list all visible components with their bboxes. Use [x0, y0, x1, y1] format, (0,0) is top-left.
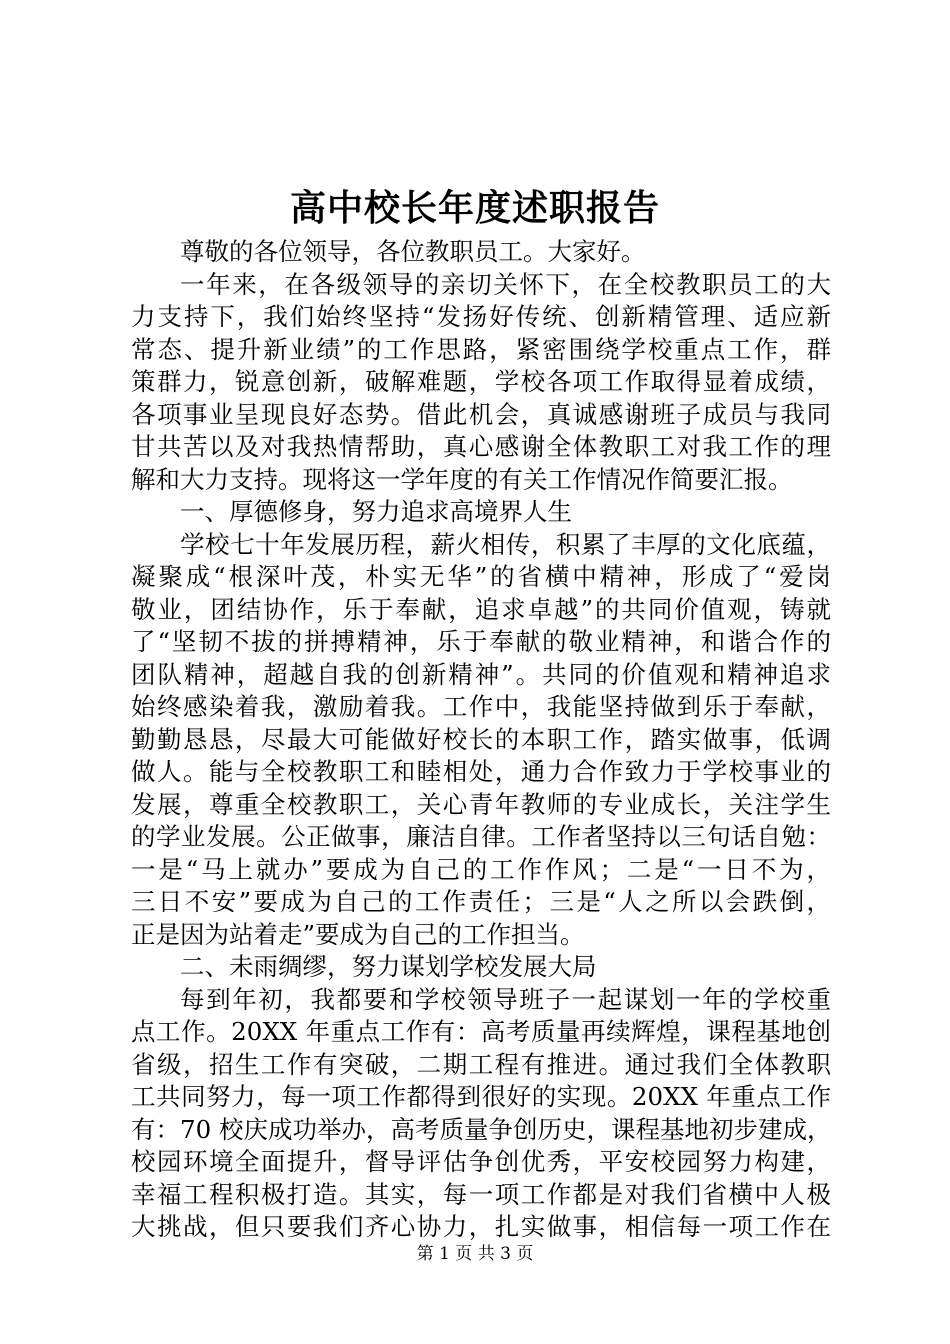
text-line: 力支持下，我们始终坚持“发扬好传统、创新精管理、适应新 — [131, 302, 831, 331]
text-line: 一、厚德修身，努力追求高境界人生 — [180, 497, 572, 526]
text-line: 正是因为站着走”要成为自己的工作担当。 — [131, 919, 585, 949]
text-line: 团队精神，超越自我的创新精神”。共同的价值观和精神追求 — [131, 659, 831, 689]
text-line: 发展，尊重全校教职工，关心青年教师的专业成长，关注学生 — [131, 789, 831, 819]
text-line: 敬业，团结协作，乐于奉献，追求卓越”的共同价值观，铸就 — [131, 594, 831, 624]
text-line: 工共同努力，每一项工作都得到很好的实现。20XX 年重点工作 — [131, 1082, 831, 1111]
text-line: 校园环境全面提升，督导评估争创优秀，平安校园努力构建， — [131, 1147, 831, 1176]
document-title: 高中校长年度述职报告 — [289, 187, 660, 229]
text-line: 一年来，在各级领导的亲切关怀下，在全校教职员工的大 — [180, 269, 831, 299]
text-line: 各项事业呈现良好态势。借此机会，真诚感谢班子成员与我同 — [131, 399, 831, 429]
text-line: 做人。能与全校教职工和睦相处，通力合作致力于学校事业的 — [131, 757, 831, 786]
text-line: 省级，招生工作有突破，二期工程有推进。通过我们全体教职 — [131, 1049, 831, 1079]
text-line: 有：70 校庆成功举办，高考质量争创历史，课程基地初步建成， — [131, 1114, 831, 1144]
text-line: 尊敬的各位领导，各位教职员工。大家好。 — [180, 237, 646, 266]
text-line: 的学业发展。公正做事，廉洁自律。工作者坚持以三句话自勉： — [131, 822, 831, 851]
text-line: 学校七十年发展历程，薪火相传，积累了丰厚的文化底蕴， — [180, 529, 831, 559]
text-line: 了“坚韧不拔的拼搏精神，乐于奉献的敬业精神，和谐合作的 — [131, 627, 831, 656]
text-line: 幸福工程积极打造。其实，每一项工作都是对我们省横中人极 — [131, 1179, 831, 1209]
text-line: 每到年初，我都要和学校领导班子一起谋划一年的学校重 — [180, 984, 831, 1014]
document-body — [131, 236, 831, 1244]
text-line: 凝聚成“根深叶茂，朴实无华”的省横中精神，形成了“爱岗 — [131, 562, 831, 591]
page-footer: 第 1 页 共 3 页 — [416, 1244, 534, 1264]
text-line: 二、未雨绸缪，努力谋划学校发展大局 — [180, 952, 597, 981]
text-line: 点工作。20XX 年重点工作有：高考质量再续辉煌，课程基地创 — [131, 1017, 831, 1046]
text-line: 策群力，锐意创新，破解难题，学校各项工作取得显着成绩， — [131, 367, 831, 396]
text-line: 勤勤恳恳，尽最大可能做好校长的本职工作，踏实做事，低调 — [131, 724, 831, 754]
text-line: 始终感染着我，激励着我。工作中，我能坚持做到乐于奉献， — [131, 692, 831, 721]
text-line: 大挑战，但只要我们齐心协力，扎实做事，相信每一项工作在 — [131, 1212, 831, 1241]
text-line: 常态、提升新业绩”的工作思路，紧密围绕学校重点工作，群 — [131, 334, 831, 364]
text-line: 三日不安”要成为自己的工作责任；三是“人之所以会跌倒， — [131, 887, 831, 916]
text-line: 甘共苦以及对我热情帮助，真心感谢全体教职工对我工作的理 — [131, 432, 831, 461]
text-line: 一是“马上就办”要成为自己的工作作风；二是“一日不为， — [131, 854, 831, 884]
text-line: 解和大力支持。现将这一学年度的有关工作情况作简要汇报。 — [131, 464, 793, 494]
